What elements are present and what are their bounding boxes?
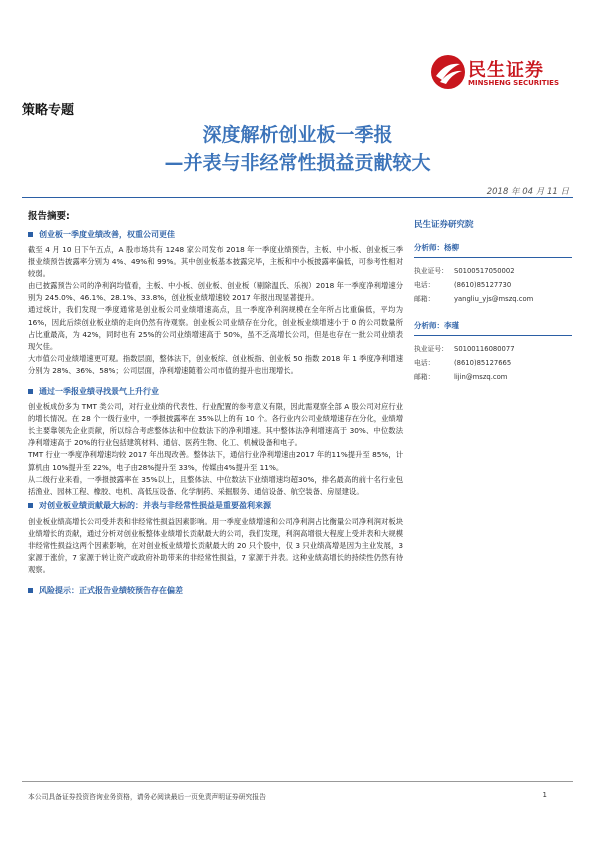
email-row (414, 292, 572, 306)
analyst-heading (414, 242, 572, 258)
section-heading-text: 通过一季报业绩寻找景气上升行业 (39, 386, 159, 396)
cert-row (414, 264, 572, 278)
email-row (414, 370, 572, 384)
section-heading (28, 226, 403, 242)
analyst-card (414, 320, 572, 384)
analyst-sidebar (414, 218, 572, 398)
company-logo (430, 54, 570, 94)
paragraph: 截至 4 月 10 日下午五点，A 股市场共有 1248 家公司发布 2018 年一季度业绩预告，主板、中小板、创业板三季报业绩预告披露率分别为 4%、49%和 99%。其中创业板基本披露完毕，主板和中小板披露率偏低，可参考性相对较弱。 (28, 245, 403, 279)
analyst-card (414, 242, 572, 306)
phone-value: (8610)85127730 (454, 281, 512, 289)
paragraph: TMT 行业一季度净利增速均较 2017 年出现改善。整体法下，通信行业净利增速由2017 年的11%提升至 85%，计算机由 10%提升至 22%，电子由28%提升至 33%，传媒由4%提升至 11%。 (28, 450, 403, 472)
footer-disclaimer: 本公司具备证券投资咨询业务资格，请务必阅读最后一页免责声明证券研究报告 (28, 793, 266, 801)
bullet-square-icon (28, 232, 33, 237)
paragraph: 大市值公司业绩增速更可观。指数层面，整体法下，创业板综、创业板指、创业板 50 指数 2018 年 1 季度净利增速分别为 28%、36%、58%；公司层面，净利增速随着公司市值的提升也出现增长。 (28, 353, 403, 375)
paragraph: 由已披露预告公司的净利润均值看，主板、中小板、创业板、创业板（剔除温氏、乐视）2018 年一季度净利增速分别为 245.0%、46.1%、28.1%、33.8%，创业板业绩增速较 2017 年报出现显著提升。 (28, 281, 403, 303)
paragraph: 创业板业绩高增长公司受并表和非经常性损益因素影响。用一季度业绩增速和公司净利润占比衡量公司净利润对板块业绩增长的贡献，通过分析对创业板整体业绩增长贡献最大的公司，我们发现，利润高增很大程度上受并表和大规模非经常性损益这两个因素影响，在对创业板业绩增长贡献最大的 20 只个股中，仅 3 只业绩高增是因为主业发展，3 家源于涨价，7 家源于转让资产或政府补助带来的非经常性损益，7 家源于并表。这种业绩高增长的持续性仍然有待观察。 (28, 516, 403, 575)
analyst-heading (414, 320, 572, 336)
logo-en-text: MINSHENG SECURITIES (468, 79, 559, 87)
paragraph: 创业板成份多为 TMT 类公司，对行业业绩的代表性、行业配置的参考意义有限，因此需观察全部 A 股公司对应行业的增长情况。在 28 个一级行业中，一季报披露率在 35%以上的有 10 个。各行业内公司业绩增速存在分化，业绩增长主要靠领先企业贡献，所以综合考虑整体法和中位数法下的净利增速。其中整体法净利增速高于 30%、中位数法净利增速高于 20%的行业包括建筑材料、通信、医药生物、化工、机械设备和电子。 (28, 402, 403, 448)
institute-name: 民生证券研究院 (414, 220, 474, 230)
phone-value: (8610)85127665 (454, 359, 512, 367)
email-label: 邮箱： (414, 295, 435, 303)
paragraph: 从二级行业来看，一季报披露率在 35%以上，且整体法、中位数法下业绩增速均超30%，排名最高的前十名行业包括渔业、园林工程、橡胶、电机、高低压设备、化学制药、采掘服务、通信设备、航空装备、房屋建设。 (28, 474, 403, 496)
header-divider (22, 197, 573, 198)
report-type: 策略专题 (22, 103, 75, 118)
email-label: 邮箱： (414, 373, 435, 381)
bullet-square-icon (28, 588, 33, 593)
cert-value: S0100116080077 (454, 345, 515, 353)
abstract-body (28, 226, 403, 600)
section-heading (28, 582, 403, 598)
section-heading-text: 对创业板业绩贡献最大标的：并表与非经常性损益是重要盈利来源 (39, 501, 271, 511)
bullet-square-icon (28, 389, 33, 394)
report-title-line-1: 深度解析创业板一季报 (202, 124, 393, 146)
email-link[interactable]: yangliu_yjs@mszq.com (454, 295, 534, 303)
cert-row (414, 342, 572, 356)
email-link[interactable]: lijin@mszq.com (454, 373, 508, 381)
phone-row (414, 278, 572, 292)
report-date: 2018 年 04 月 11 日 (486, 187, 569, 197)
analyst-role: 分析师： (414, 321, 444, 330)
abstract-label: 报告摘要: (28, 211, 70, 222)
section-heading (28, 383, 403, 399)
cert-label: 执业证号： (414, 267, 448, 275)
analyst-role: 分析师： (414, 243, 444, 252)
cert-label: 执业证号： (414, 345, 448, 353)
logo-cn-text: 民生证券 (468, 60, 544, 81)
phone-label: 电话： (414, 281, 435, 289)
minsheng-logo-icon (430, 54, 466, 90)
page-number: 1 (542, 791, 547, 799)
footer-divider (22, 781, 573, 782)
phone-label: 电话： (414, 359, 435, 367)
section-heading-text: 创业板一季度业绩改善，权重公司更佳 (39, 229, 175, 239)
phone-row (414, 356, 572, 370)
analyst-name: 杨柳 (444, 243, 459, 252)
cert-value: S0100517050002 (454, 267, 515, 275)
paragraph: 通过统计，我们发现一季度通常是创业板公司业绩增速高点，且一季度净利润规模在全年所占比重偏低，平均为 16%，因此后续创业板业绩的走向仍然有待观察。创业板公司业绩存在分化，创业板业绩增速小于 0 的公司数量所占比重最高，为 42%，同时也有 25%的公司业绩增速高于 50%，虽不乏高增长公司，但是也存在一批公司业绩表现欠佳。 (28, 305, 403, 351)
report-title-line-2: —并表与非经常性损益贡献较大 (164, 152, 431, 174)
bullet-square-icon (28, 503, 33, 508)
section-heading-text: 风险提示：正式报告业绩较预告存在偏差 (39, 585, 183, 595)
analyst-name: 李瑾 (444, 321, 459, 330)
section-heading (28, 498, 403, 514)
